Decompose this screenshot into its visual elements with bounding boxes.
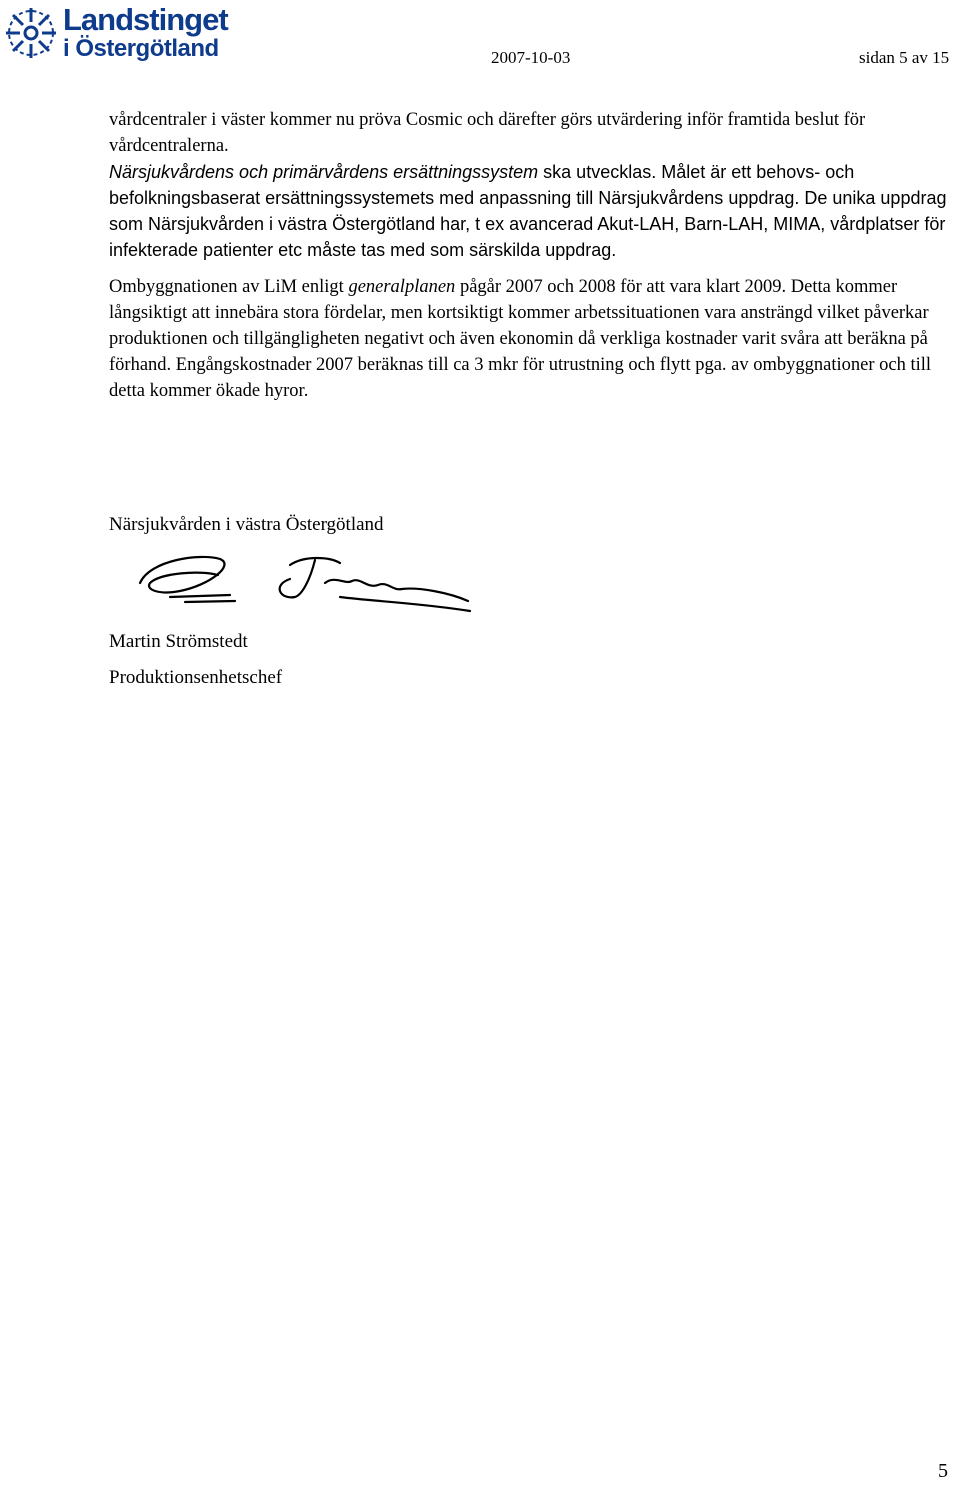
landstinget-logo (0, 0, 250, 72)
handwritten-signature (130, 545, 480, 625)
logo-text-landstinget: Landstinget (63, 2, 228, 37)
signing-unit: Närsjukvården i västra Östergötland (109, 514, 384, 535)
paragraph-cosmic: vårdcentraler i väster kommer nu pröva Cosmic och därefter görs utvärdering inför framtida beslut för vårdcentralerna. (109, 110, 866, 156)
document-date: 2007-10-03 (491, 48, 571, 67)
paragraph-ombyggnation (109, 274, 949, 404)
paragraph-ersattningssystem-text: ska utvecklas. Målet är ett behovs- och befolkningsbaserat ersättningssystemets med anpassning till Närsjukvårdens uppdrag. De unika uppdrag som Närsjukvården i västra Östergötland har, t ex avancerad Akut-LAH, Barn-LAH, MIMA, vårdplatser för infekterade patienter etc måste tas med som särskilda uppdrag. (109, 162, 947, 260)
paragraph-ersattningssystem (109, 159, 949, 263)
paragraph-ombyggnation-text: pågår 2007 och 2008 för att vara klart 2009. Detta kommer långsiktigt att innebära stora fördelar, men kortsiktigt kommer arbetssituationen vara ansträngd vilket påverkar produktionen och tillgängligheten negativt och även ekonomin då verkliga kostnader varit svåra att beräkna på förhand. Engångskostnader 2007 beräknas till ca 3 mkr för utrustning och flytt pga. av ombyggnationer och till detta kommer ökade hyror. (109, 277, 932, 401)
footer-page-number: 5 (938, 1460, 948, 1482)
page-indicator: sidan 5 av 15 (859, 48, 950, 67)
paragraph-ombyggnation-start: Ombyggnationen av LiM enligt (109, 277, 349, 297)
flower-emblem-icon (2, 4, 60, 62)
italic-generalplanen: generalplanen (348, 277, 456, 297)
signer-title: Produktionsenhetschef (109, 667, 283, 688)
logo-text-ostergotland: i Östergötland (63, 35, 219, 62)
signer-name: Martin Strömstedt (109, 631, 248, 652)
body-text (109, 107, 949, 404)
italic-ersattningssystem: Närsjukvårdens och primärvårdens ersättningssystem (109, 162, 539, 182)
